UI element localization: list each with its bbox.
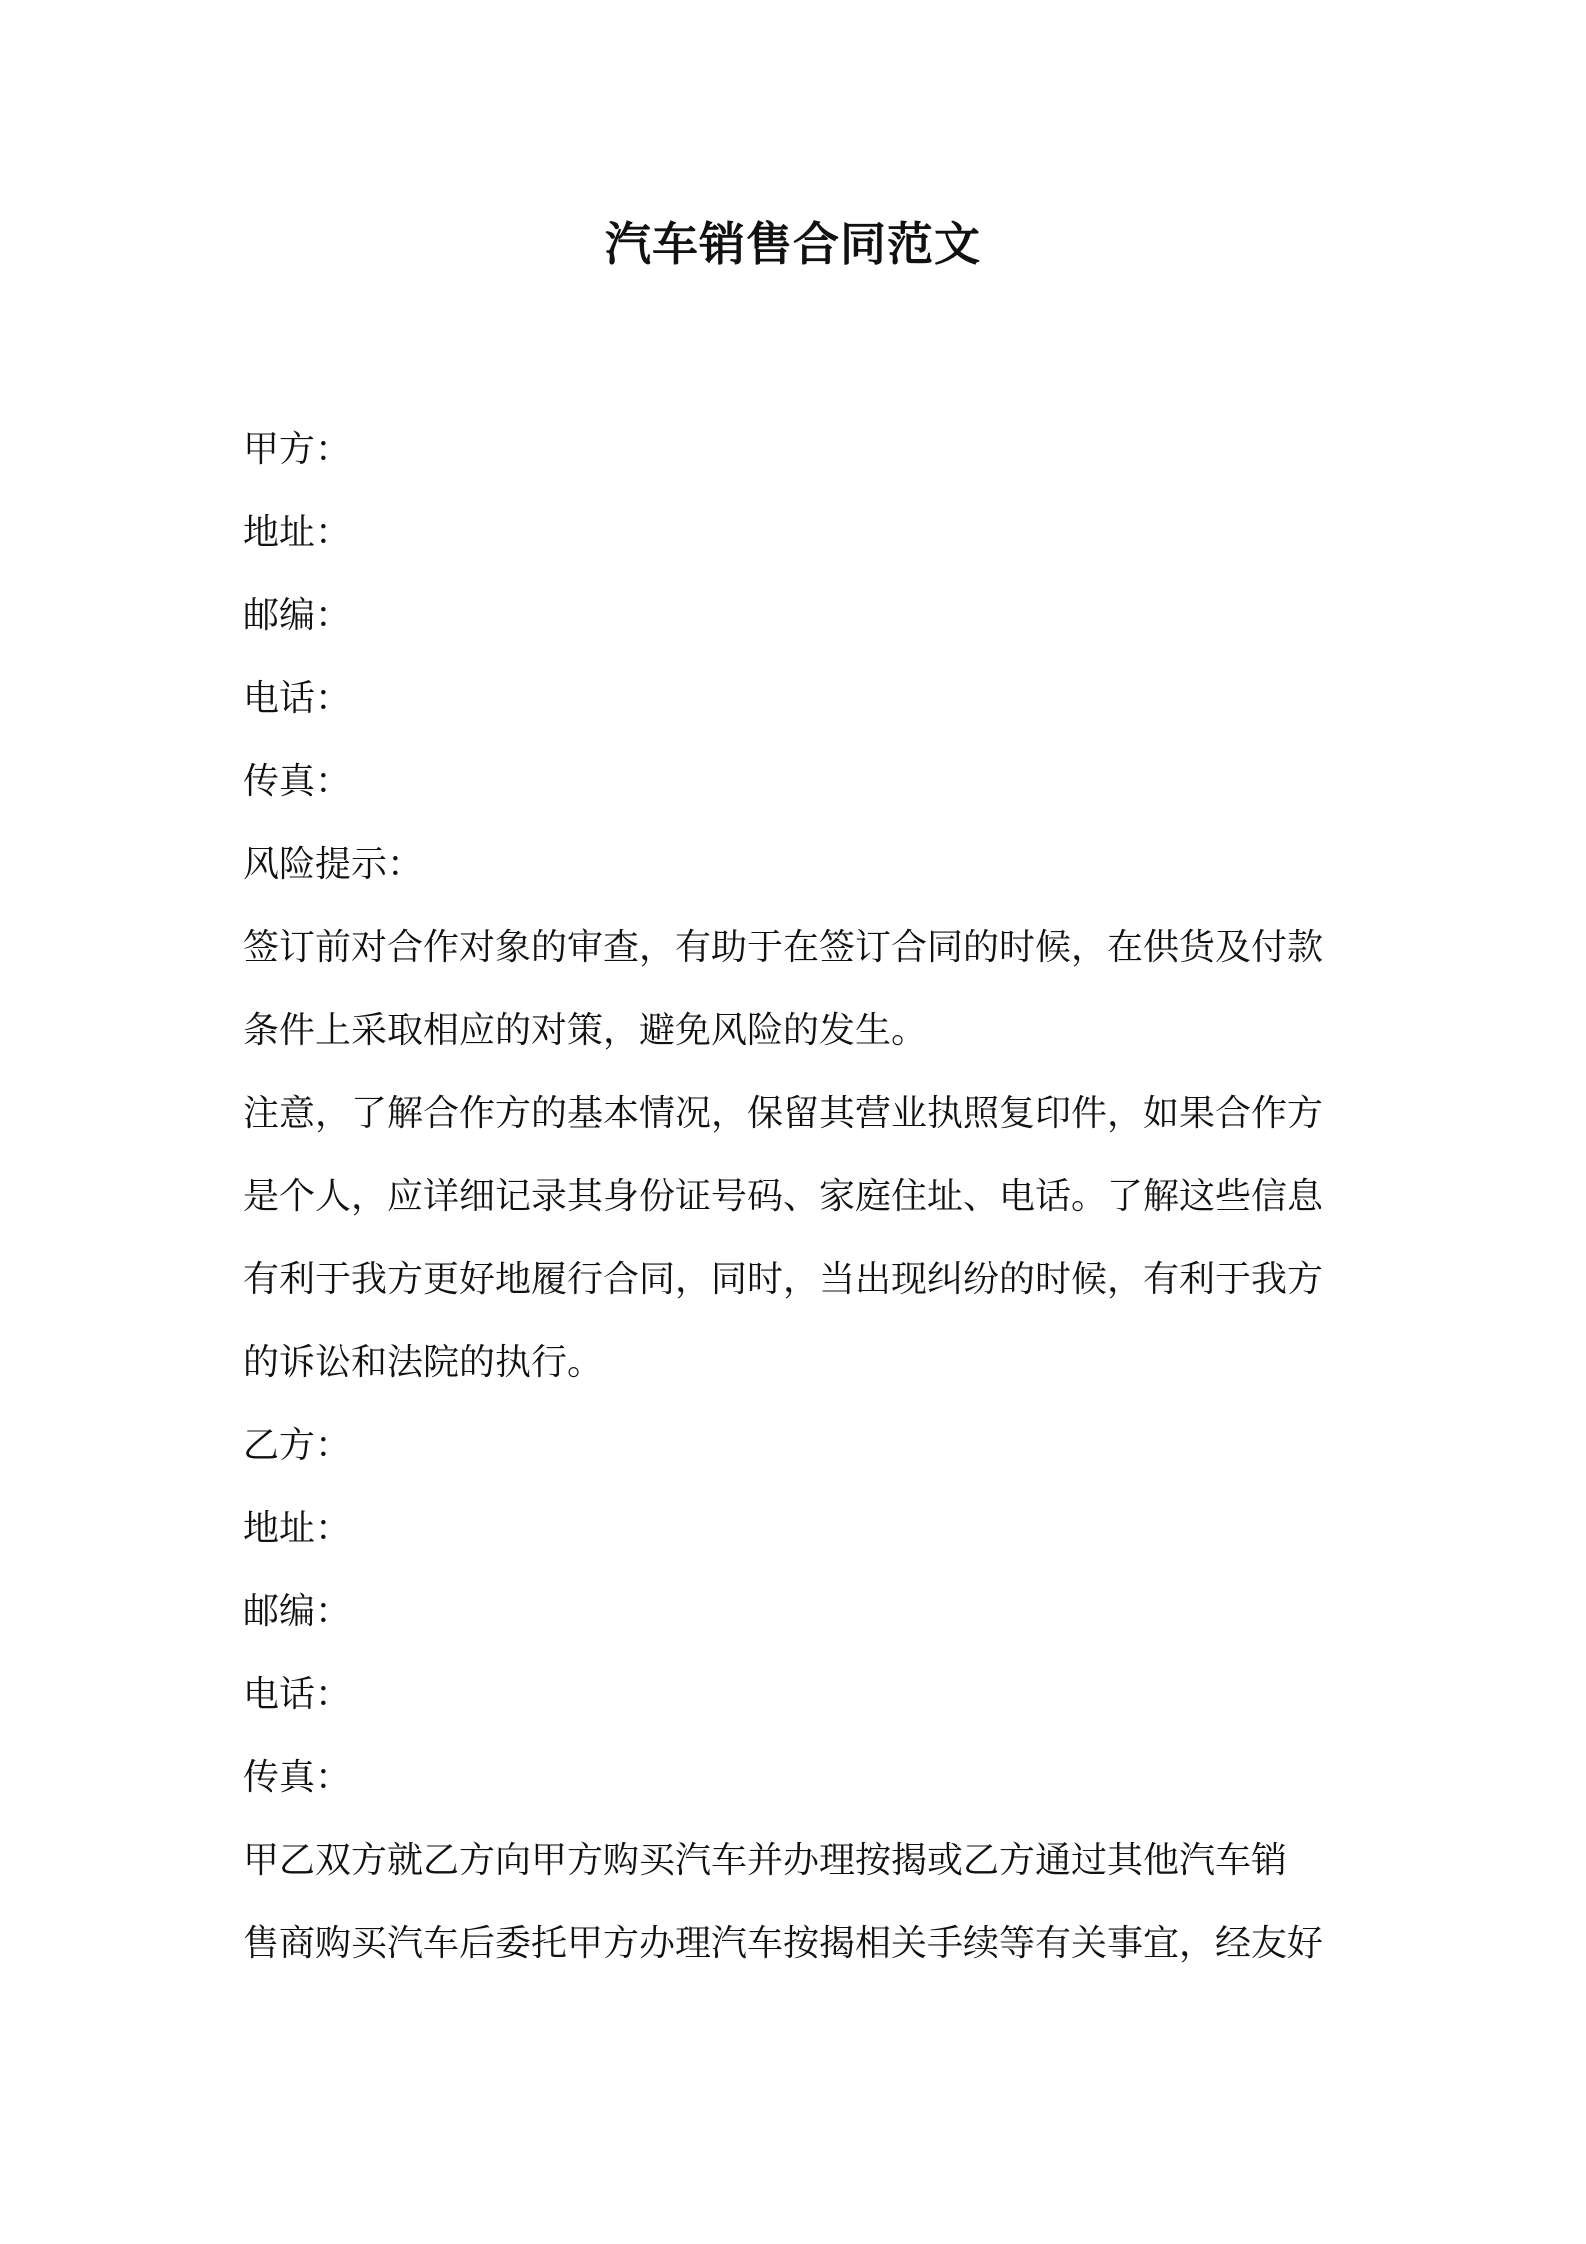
party-a-postcode: 邮编： bbox=[243, 595, 352, 636]
party-b-postcode: 邮编： bbox=[243, 1591, 352, 1632]
risk-heading: 风险提示： bbox=[243, 844, 424, 885]
risk-para1-line: 签订前对合作对象的审查，有助于在签订合同的时候，在供货及付款 bbox=[243, 927, 1324, 968]
risk-para2-line: 有利于我方更好地履行合同，同时，当出现纠纷的时候，有利于我方 bbox=[243, 1259, 1324, 1300]
party-b-phone: 电话： bbox=[243, 1674, 352, 1715]
risk-para2-line: 的诉讼和法院的执行。 bbox=[243, 1342, 604, 1383]
risk-para1-line: 条件上采取相应的对策，避免风险的发生。 bbox=[243, 1010, 928, 1051]
document-body bbox=[243, 408, 1353, 1985]
party-b-address: 地址： bbox=[243, 1508, 352, 1549]
document-title: 汽车销售合同范文 bbox=[605, 217, 981, 271]
party-a-phone: 电话： bbox=[243, 678, 352, 719]
party-b-fax: 传真： bbox=[243, 1757, 352, 1798]
risk-para2-line: 是个人，应详细记录其身份证号码、家庭住址、电话。了解这些信息 bbox=[243, 1176, 1324, 1217]
party-b-label: 乙方： bbox=[243, 1425, 352, 1466]
intro-para-line: 甲乙双方就乙方向甲方购买汽车并办理按揭或乙方通过其他汽车销 bbox=[243, 1840, 1288, 1881]
party-a-label: 甲方： bbox=[243, 429, 352, 470]
party-a-fax: 传真： bbox=[243, 761, 352, 802]
risk-para2-line: 注意，了解合作方的基本情况，保留其营业执照复印件，如果合作方 bbox=[243, 1093, 1324, 1134]
party-a-address: 地址： bbox=[243, 512, 352, 553]
intro-para-line: 售商购买汽车后委托甲方办理汽车按揭相关手续等有关事宜，经友好 bbox=[243, 1923, 1324, 1964]
